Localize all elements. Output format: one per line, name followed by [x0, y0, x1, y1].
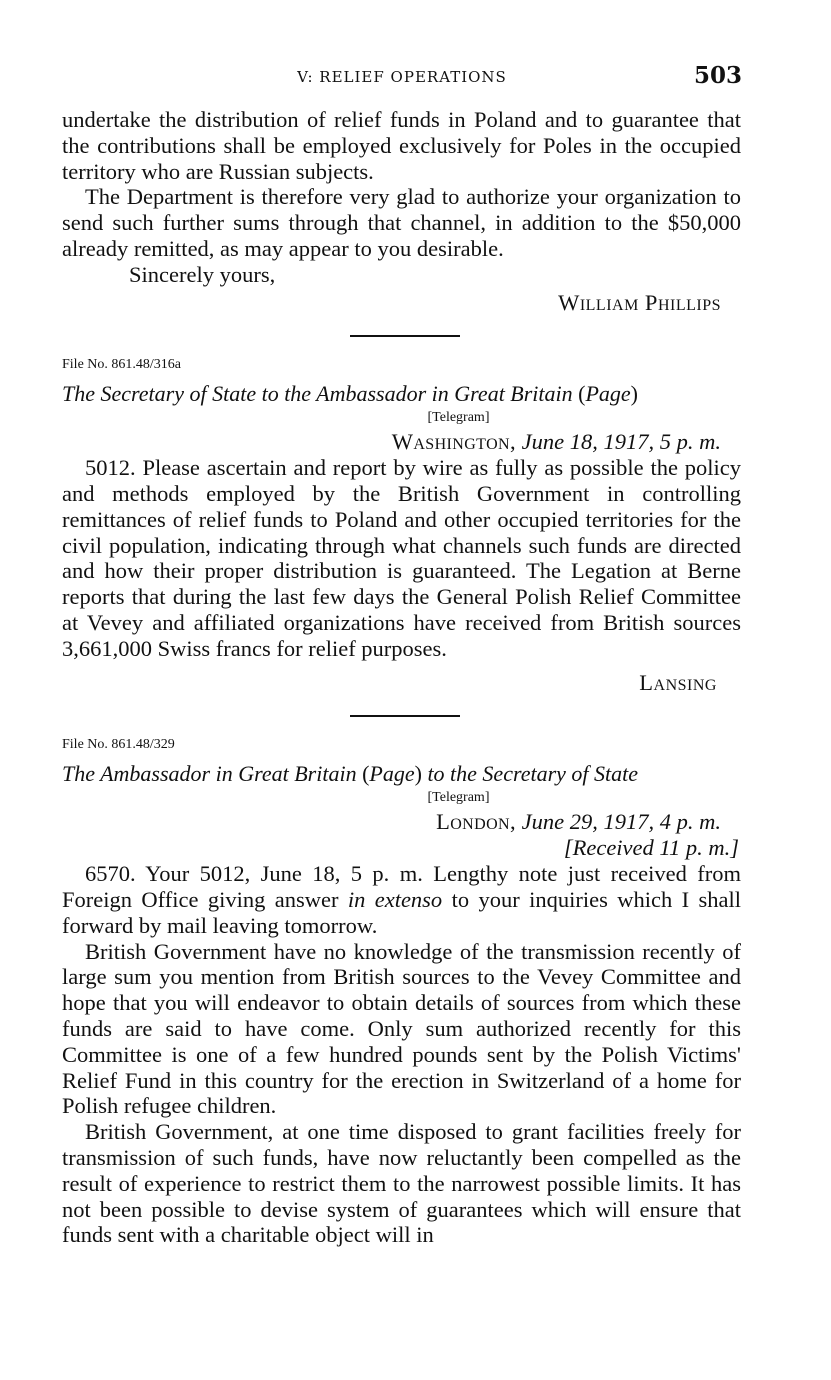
- running-title: V: RELIEF OPERATIONS: [297, 68, 507, 86]
- signature-lansing: Lansing: [639, 669, 717, 695]
- page-number: 503: [693, 62, 742, 89]
- telegram-body: [62, 861, 741, 938]
- dateline-place: Washington,: [391, 429, 517, 455]
- telegram-label: [Telegram]: [427, 410, 490, 426]
- file-number: File No. 861.48/316a: [62, 357, 181, 373]
- dateline-date: June 18, 1917, 5 p. m.: [521, 429, 721, 455]
- dateline-date: June 29, 1917, 4 p. m.: [521, 809, 721, 835]
- heading-part: The Secretary of State to the Ambassador in Great Britain: [62, 381, 573, 407]
- document-heading: The Ambassador in Great Britain (Page) to the Secretary of State: [62, 761, 639, 787]
- dateline-place: London,: [436, 809, 517, 835]
- dateline: [62, 429, 721, 455]
- body-text: 6570. Your 5012, June 18, 5 p. m. Lengthy note just received from Foreign Office giving answer: [62, 861, 741, 912]
- body-italic: in extenso: [347, 886, 443, 912]
- letter-closing: Sincerely yours,: [129, 261, 276, 287]
- section-divider: [350, 335, 460, 337]
- heading-part: The Ambassador in Great Britain: [62, 761, 357, 787]
- section-divider: [350, 715, 460, 717]
- paragraph: British Government, at one time disposed to grant facilities freely for transmission of such funds, have now reluctantly been compelled as the result of experience to restrict them to the narrowest possible limits. It has not been possible to devise system of guarantees which will ensure that funds sent with a charitable object will in: [62, 1119, 741, 1248]
- dateline: [62, 809, 721, 835]
- heading-name: Page: [585, 381, 631, 407]
- signature-phillips: William Phillips: [558, 289, 721, 315]
- heading-part: to the Secretary of State: [427, 761, 639, 787]
- paragraph: The Department is therefore very glad to authorize your organization to send such further sums through that channel, in addition to the $50,000 already remitted, as may appear to you desirable.: [62, 184, 741, 261]
- heading-paren-close: ): [630, 381, 638, 407]
- page-body: [62, 107, 741, 1248]
- paragraph-continued: undertake the distribution of relief funds in Poland and to guarantee that the contributions shall be employed exclusively for Poles in the occupied territory who are Russian subjects.: [62, 107, 741, 184]
- heading-name: Page: [369, 761, 415, 787]
- document-heading: [62, 381, 741, 407]
- received-note: [Received 11 p. m.]: [563, 835, 739, 861]
- heading-paren-open: (: [572, 381, 586, 407]
- file-number: File No. 861.48/329: [62, 737, 175, 753]
- running-header: [62, 62, 742, 92]
- telegram-body: 5012. Please ascertain and report by wire as fully as possible the policy and methods employed by the British Government in controlling remittances of relief funds to Poland and other occupied territories for the civil population, indicating through what channels such funds are directed and how their proper distribution is guaranteed. The Legation at Berne reports that during the last few days the General Polish Relief Committee at Vevey and affiliated organizations have received from British sources 3,661,000 Swiss francs for relief purposes.: [62, 455, 741, 661]
- telegram-label: [Telegram]: [427, 790, 490, 806]
- paragraph: British Government have no knowledge of the transmission recently of large sum you mention from British sources to the Vevey Committee and hope that you will endeavor to obtain details of sources from which these funds are said to have come. Only sum authorized recently for this Committee is one of a few hundred pounds sent by the Polish Victims' Relief Fund in this country for the erection in Switzerland of a home for Polish refugee children.: [62, 938, 741, 1119]
- body-text: to your inquiries which I shall forward by mail leaving tomorrow.: [62, 886, 741, 938]
